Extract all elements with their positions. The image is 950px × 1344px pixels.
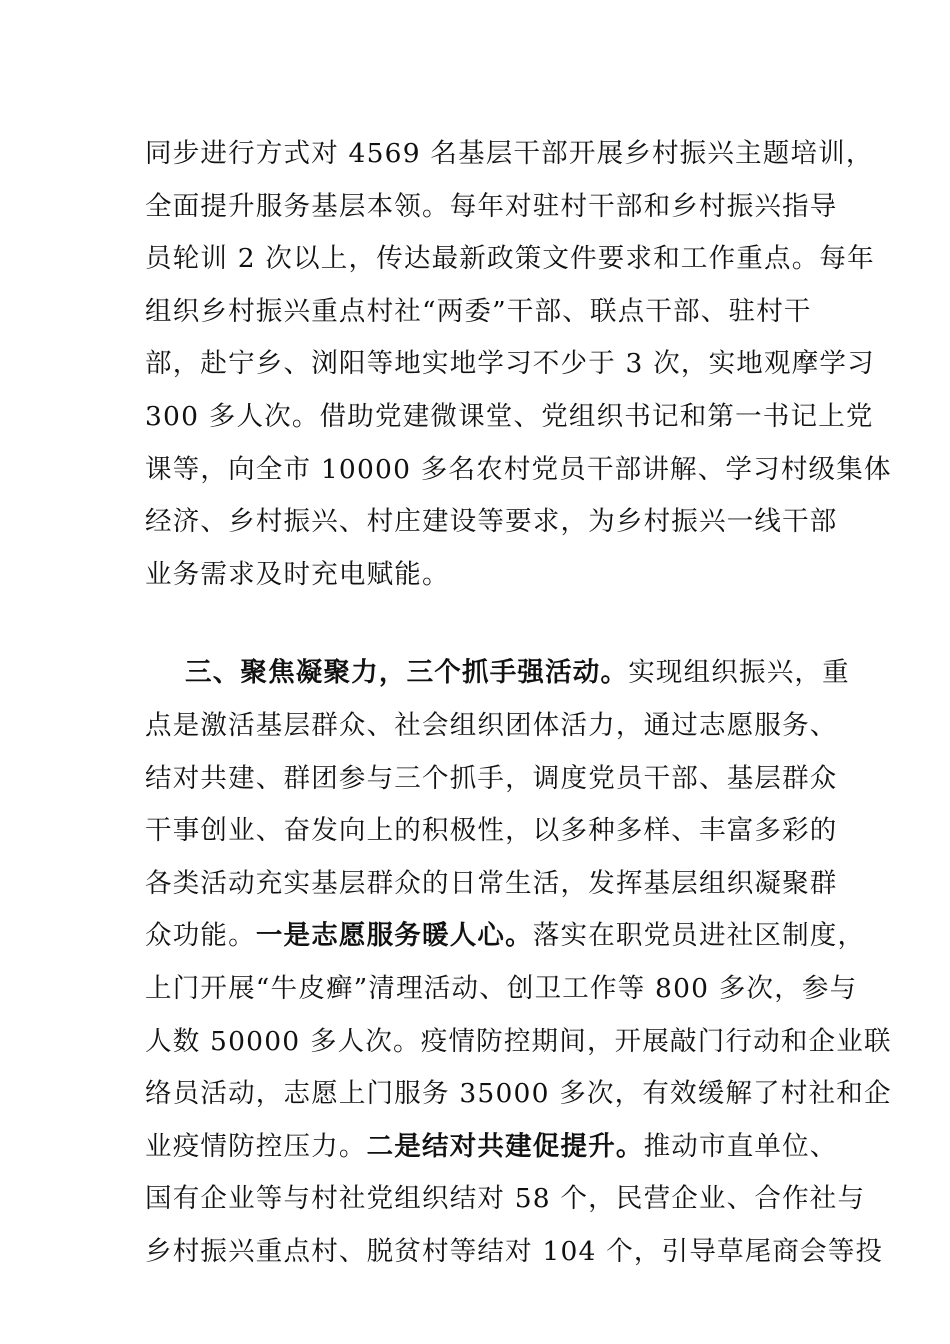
text-segment: 实现组织振兴，重 xyxy=(628,657,850,689)
text-line: 干事创业、奋发向上的积极性，以多种多样、丰富多彩的 xyxy=(145,815,838,847)
text-line: 结对共建、群团参与三个抓手，调度党员干部、基层群众 xyxy=(145,762,838,794)
document-body xyxy=(145,128,892,1278)
section-heading: 三、聚焦凝聚力，三个抓手强活动。 xyxy=(185,657,629,689)
text-line: 人数 50000 多人次。疫情防控期间，开展敲门行动和企业联 xyxy=(145,1025,892,1057)
text-line xyxy=(145,910,866,963)
text-line: 全面提升服务基层本领。每年对驻村干部和乡村振兴指导 xyxy=(145,190,838,222)
paragraph-training xyxy=(145,128,892,601)
text-line: 上门开展“牛皮癣”清理活动、创卫工作等 800 多次，参与 xyxy=(145,972,858,1004)
text-line xyxy=(145,1121,838,1174)
text-segment: 业疫情防控压力。 xyxy=(145,1130,367,1162)
text-line xyxy=(145,647,850,700)
text-segment: 落实在职党员进社区制度， xyxy=(532,920,866,952)
text-segment: 推动市直单位、 xyxy=(643,1130,838,1162)
paragraph-section-three xyxy=(145,647,892,1278)
text-segment: 众功能。 xyxy=(145,920,256,952)
text-line: 部，赴宁乡、浏阳等地实地学习不少于 3 次，实地观摩学习 xyxy=(145,348,875,380)
subheading-pairing: 二是结对共建促提升。 xyxy=(366,1130,644,1162)
subheading-volunteer: 一是志愿服务暖人心。 xyxy=(255,920,533,952)
text-line: 员轮训 2 次以上，传达最新政策文件要求和工作重点。每年 xyxy=(145,243,875,275)
text-line: 同步进行方式对 4569 名基层干部开展乡村振兴主题培训， xyxy=(145,138,874,169)
text-line: 经济、乡村振兴、村庄建设等要求，为乡村振兴一线干部 xyxy=(145,506,838,538)
text-line: 300 多人次。借助党建微课堂、党组织书记和第一书记上党 xyxy=(145,400,874,432)
text-line: 络员活动，志愿上门服务 35000 多次，有效缓解了村社和企 xyxy=(145,1078,892,1110)
text-line: 业务需求及时充电赋能。 xyxy=(145,558,450,590)
text-line: 组织乡村振兴重点村社“两委”干部、联点干部、驻村干 xyxy=(145,295,812,327)
text-line: 各类活动充实基层群众的日常生活，发挥基层组织凝聚群 xyxy=(145,867,838,899)
text-line: 国有企业等与村社党组织结对 58 个，民营企业、合作社与 xyxy=(145,1183,866,1215)
text-line: 乡村振兴重点村、脱贫村等结对 104 个，引导草尾商会等投 xyxy=(145,1235,884,1267)
text-line: 课等，向全市 10000 多名农村党员干部讲解、学习村级集体 xyxy=(145,453,892,485)
text-line: 点是激活基层群众、社会组织团体活力，通过志愿服务、 xyxy=(145,709,838,741)
